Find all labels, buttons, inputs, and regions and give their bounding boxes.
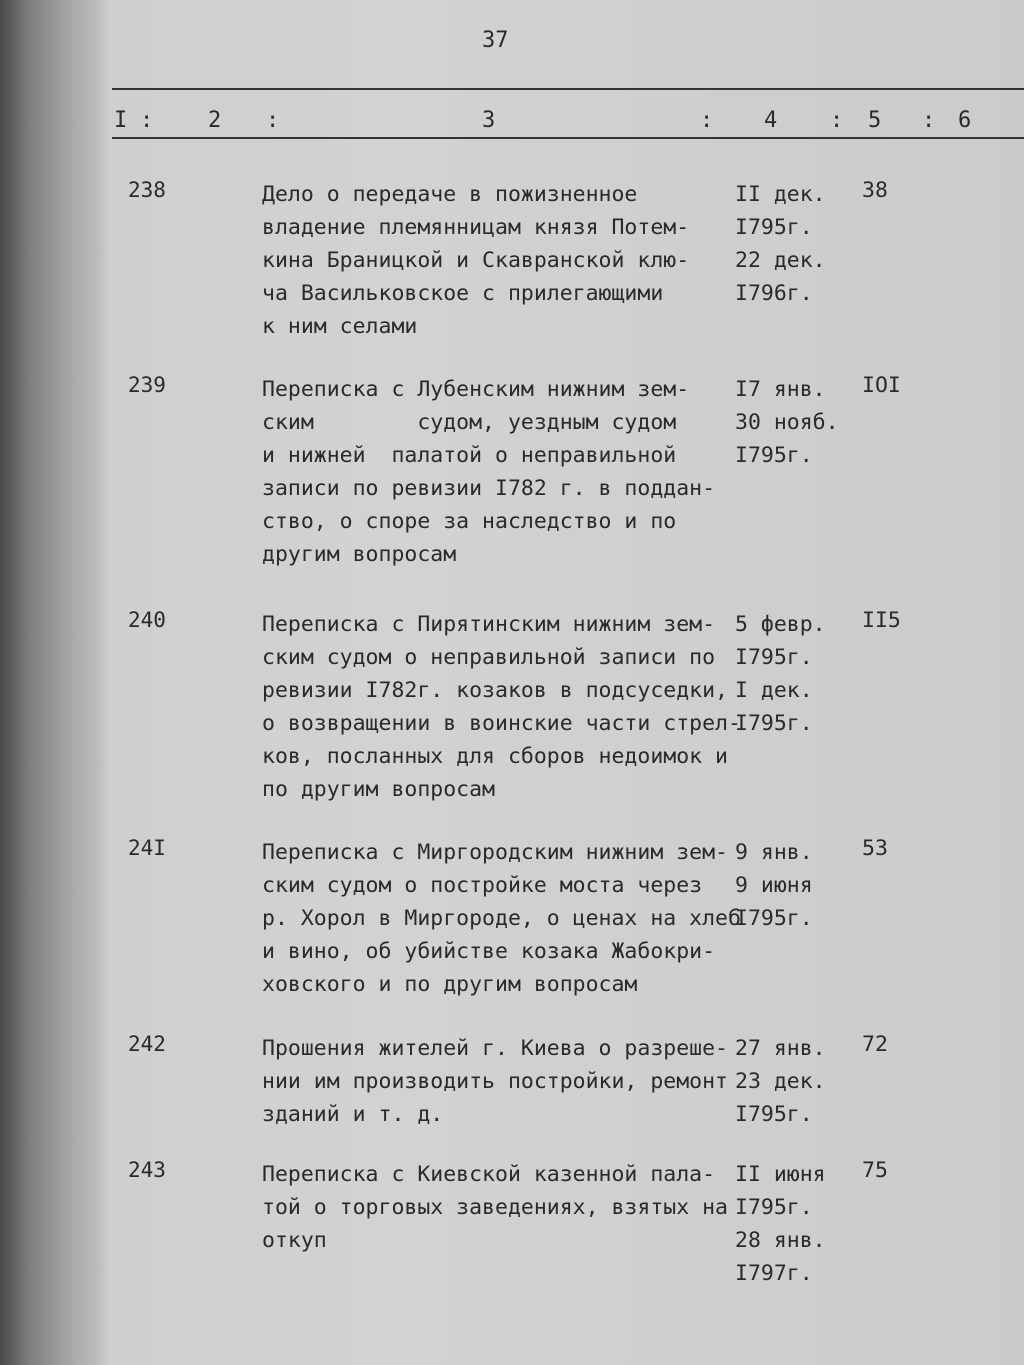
- description-line: владение племянницам князя Потем-: [262, 215, 690, 240]
- header-top-rule: [112, 88, 1024, 90]
- description-line: Переписка с Киевской казенной пала-: [262, 1162, 716, 1187]
- column-header-1: I: [114, 108, 128, 133]
- book-binding-shadow: [0, 0, 110, 1365]
- date-line: I796г.: [735, 281, 813, 306]
- description-line: ков, посланных для сборов недоимок и: [262, 744, 728, 769]
- entry-page-count: II5: [862, 608, 901, 633]
- date-line: 9 июня: [735, 873, 813, 898]
- page-number: 37: [482, 28, 509, 53]
- date-line: I795г.: [735, 645, 813, 670]
- date-line: 22 дек.: [735, 248, 826, 273]
- date-line: 5 февр.: [735, 612, 826, 637]
- entry-dates: [735, 178, 826, 310]
- entry-dates: [735, 1032, 826, 1131]
- description-line: ховского и по другим вопросам: [262, 972, 638, 997]
- entry-page-count: 38: [862, 178, 888, 203]
- description-line: другим вопросам: [262, 542, 457, 567]
- description-line: ским судом, уездным судом: [262, 410, 677, 435]
- description-line: о возвращении в воинские части стрел-: [262, 711, 741, 736]
- date-line: I797г.: [735, 1261, 813, 1286]
- column-header-2: 2: [208, 108, 222, 133]
- entry-description: [262, 178, 689, 343]
- description-line: Переписка с Лубенским нижним зем-: [262, 377, 690, 402]
- description-line: той о торговых заведениях, взятых на: [262, 1195, 728, 1220]
- description-line: к ним селами: [262, 314, 418, 339]
- date-line: I795г.: [735, 906, 813, 931]
- description-line: ство, о споре за наследство и по: [262, 509, 677, 534]
- entry-dates: [735, 373, 839, 472]
- column-header-4: 4: [764, 108, 778, 133]
- column-header-5: 5: [868, 108, 882, 133]
- description-line: откуп: [262, 1228, 327, 1253]
- date-line: 9 янв.: [735, 840, 813, 865]
- description-line: записи по ревизии I782 г. в поддан-: [262, 476, 716, 501]
- date-line: I795г.: [735, 443, 813, 468]
- header-bottom-rule: [112, 137, 1024, 139]
- date-line: 28 янв.: [735, 1228, 826, 1253]
- entry-number: 240: [128, 608, 166, 632]
- date-line: I7 янв.: [735, 377, 826, 402]
- date-line: II дек.: [735, 182, 826, 207]
- description-line: ча Васильковское с прилегающими: [262, 281, 664, 306]
- entry-page-count: 75: [862, 1158, 888, 1183]
- entry-description: [262, 836, 741, 1001]
- entry-page-count: 53: [862, 836, 888, 861]
- entry-page-count: 72: [862, 1032, 888, 1057]
- date-line: 27 янв.: [735, 1036, 826, 1061]
- entry-number: 239: [128, 373, 166, 397]
- date-line: I795г.: [735, 711, 813, 736]
- description-line: р. Хорол в Миргороде, о ценах на хлеб: [262, 906, 741, 931]
- description-line: по другим вопросам: [262, 777, 495, 802]
- date-line: I795г.: [735, 1195, 813, 1220]
- description-line: и нижней палатой о неправильной: [262, 443, 677, 468]
- entry-description: [262, 373, 715, 571]
- entry-dates: [735, 1158, 826, 1290]
- description-line: Переписка с Пирятинским нижним зем-: [262, 612, 716, 637]
- description-line: и вино, об убийстве козака Жабокри-: [262, 939, 716, 964]
- description-line: нии им производить постройки, ремонт: [262, 1069, 728, 1094]
- entry-number: 238: [128, 178, 166, 202]
- entry-description: [262, 1032, 728, 1131]
- description-line: кина Браницкой и Скавранской клю-: [262, 248, 690, 273]
- date-line: II июня: [735, 1162, 826, 1187]
- description-line: ским судом о постройке моста через: [262, 873, 703, 898]
- description-line: Прошения жителей г. Киева о разреше-: [262, 1036, 728, 1061]
- date-line: I дек.: [735, 678, 813, 703]
- entry-description: [262, 608, 741, 806]
- date-line: I795г.: [735, 215, 813, 240]
- column-header-3: 3: [482, 108, 496, 133]
- entry-dates: [735, 608, 826, 740]
- date-line: I795г.: [735, 1102, 813, 1127]
- column-header-6: 6: [958, 108, 972, 133]
- entry-page-count: IOI: [862, 373, 901, 398]
- description-line: ревизии I782г. козаков в подсуседки,: [262, 678, 728, 703]
- entry-number: 242: [128, 1032, 166, 1056]
- date-line: 30 нояб.: [735, 410, 839, 435]
- description-line: ским судом о неправильной записи по: [262, 645, 716, 670]
- entry-dates: [735, 836, 813, 935]
- description-line: Переписка с Миргородским нижним зем-: [262, 840, 728, 865]
- date-line: 23 дек.: [735, 1069, 826, 1094]
- description-line: Дело о передаче в пожизненное: [262, 182, 638, 207]
- entry-number: 24I: [128, 836, 166, 860]
- description-line: зданий и т. д.: [262, 1102, 444, 1127]
- entry-number: 243: [128, 1158, 166, 1182]
- entry-description: [262, 1158, 728, 1257]
